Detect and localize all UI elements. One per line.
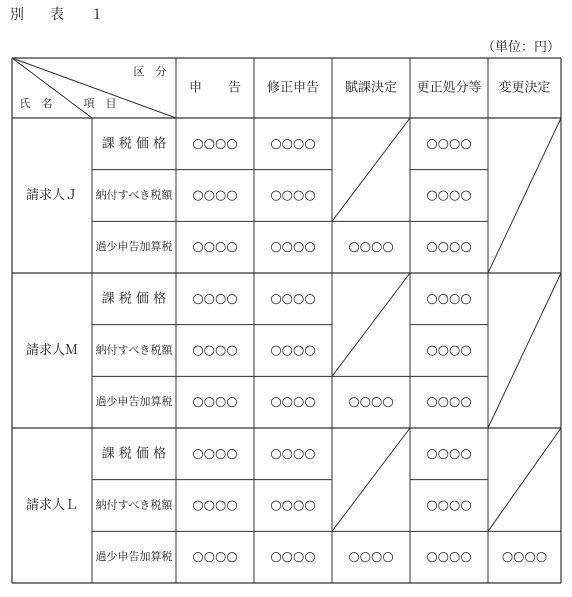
claimant-name: 請求人Ｍ — [25, 343, 79, 358]
amount-value: ○○○○ — [192, 291, 238, 307]
item-label: 過少申告加算税 — [95, 395, 173, 409]
amount-value: ○○○○ — [270, 394, 316, 410]
amount-value: ○○○○ — [192, 136, 238, 152]
column-header: 賦課決定 — [344, 80, 398, 96]
amount-value: ○○○○ — [426, 239, 472, 255]
table-text — [20, 64, 551, 565]
amount-value: ○○○○ — [270, 343, 316, 358]
amount-value: ○○○○ — [426, 188, 472, 203]
item-label: 過少申告加算税 — [95, 550, 173, 564]
empty-cell-slash — [332, 273, 410, 376]
empty-cell-slash — [488, 273, 561, 428]
amount-value: ○○○○ — [192, 239, 238, 255]
amount-value: ○○○○ — [192, 188, 238, 203]
amount-value: ○○○○ — [426, 394, 472, 410]
amount-value: ○○○○ — [270, 291, 316, 307]
document-title: 別 表 １ — [10, 7, 110, 23]
amount-value: ○○○○ — [192, 549, 238, 565]
item-label: 課 税 価 格 — [101, 446, 167, 462]
item-label: 納付すべき税額 — [95, 188, 173, 202]
item-label: 納付すべき税額 — [95, 343, 173, 357]
column-header: 申 告 — [188, 80, 242, 96]
corner-label-category: 区 分 — [133, 65, 167, 78]
amount-value: ○○○○ — [348, 394, 394, 410]
corner-label-item: 項 目 — [83, 97, 117, 110]
corner-label-name: 氏 名 — [19, 97, 53, 110]
amount-value: ○○○○ — [501, 549, 548, 565]
empty-cell-slash — [488, 428, 561, 531]
claimant-name: 請求人Ｌ — [25, 498, 79, 513]
item-label: 課 税 価 格 — [101, 136, 167, 152]
item-label: 過少申告加算税 — [95, 240, 173, 254]
amount-value: ○○○○ — [270, 239, 316, 255]
column-header: 更正処分等 — [416, 80, 482, 96]
claimant-name: 請求人Ｊ — [25, 188, 79, 203]
amount-value: ○○○○ — [270, 446, 316, 462]
empty-cell-slash — [332, 118, 410, 221]
amount-value: ○○○○ — [192, 343, 238, 358]
amount-value: ○○○○ — [426, 136, 472, 152]
amount-value: ○○○○ — [426, 343, 472, 358]
amount-value: ○○○○ — [348, 549, 394, 565]
item-label: 課 税 価 格 — [101, 291, 167, 307]
column-header: 変更決定 — [498, 80, 551, 96]
amount-value: ○○○○ — [192, 498, 238, 513]
amount-value: ○○○○ — [348, 239, 394, 255]
item-label: 納付すべき税額 — [95, 498, 173, 512]
amount-value: ○○○○ — [270, 136, 316, 152]
amount-value: ○○○○ — [426, 446, 472, 462]
amount-value: ○○○○ — [426, 549, 472, 565]
amount-value: ○○○○ — [270, 498, 316, 513]
empty-cell-slash — [332, 428, 410, 531]
amount-value: ○○○○ — [270, 188, 316, 203]
empty-cell-slash — [488, 118, 561, 273]
unit-label: （単位：円） — [481, 40, 560, 55]
amount-value: ○○○○ — [192, 394, 238, 410]
amount-value: ○○○○ — [426, 291, 472, 307]
column-header: 修正申告 — [266, 80, 320, 96]
amount-value: ○○○○ — [426, 498, 472, 513]
amount-value: ○○○○ — [270, 549, 316, 565]
amount-value: ○○○○ — [192, 446, 238, 462]
